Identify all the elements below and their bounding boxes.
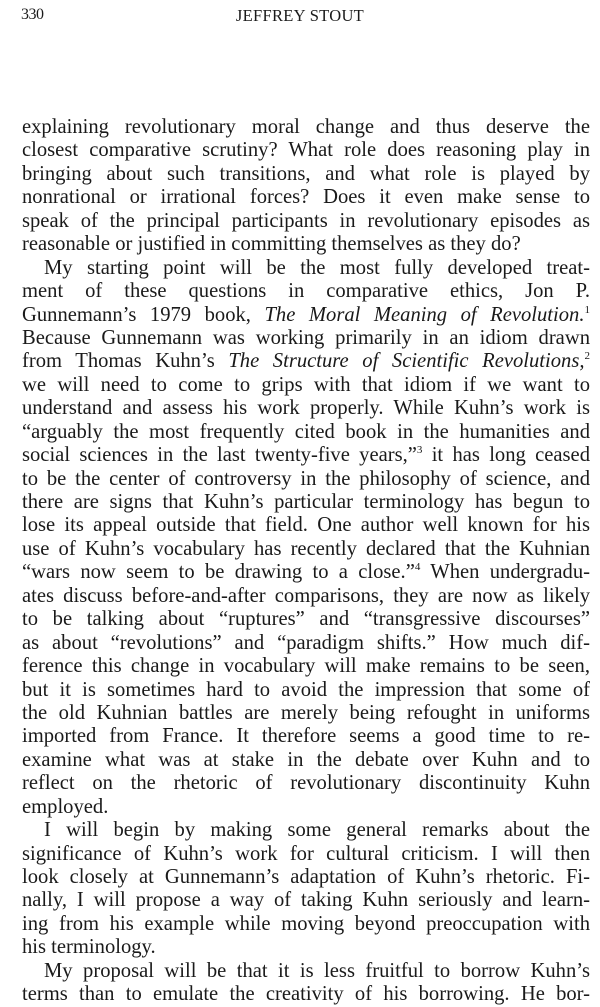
text-line <box>22 936 590 959</box>
text-line <box>22 491 590 514</box>
text-line <box>22 632 590 655</box>
text-line <box>22 561 590 584</box>
text-line <box>22 749 590 772</box>
text-span: employed. <box>22 795 109 818</box>
text-line <box>22 772 590 795</box>
text-span: to be the center of controversy in the philosophy of science, and <box>22 467 590 490</box>
text-span: his terminology. <box>22 936 156 959</box>
footnote-marker: 4 <box>414 561 421 574</box>
text-line <box>22 819 590 842</box>
text-line <box>22 889 590 912</box>
text-line <box>22 397 590 420</box>
running-head-author: JEFFREY STOUT <box>235 6 365 25</box>
footnote-marker: 3 <box>416 444 423 457</box>
text-span: My proposal will be that it is less fruitful to borrow Kuhn’s <box>44 959 590 982</box>
text-span: “arguably the most frequently cited book in the humanities and <box>22 420 590 443</box>
text-span: nonrational or irrational forces? Does it even make sense to <box>22 186 590 209</box>
text-line <box>22 725 590 748</box>
text-line <box>22 538 590 561</box>
text-line <box>22 655 590 678</box>
text-line <box>22 866 590 889</box>
text-span: My starting point will be the most fully developed treat- <box>44 256 590 279</box>
text-span: the old Kuhnian battles are merely being refought in uniforms <box>22 701 590 724</box>
text-span: “wars now seem to be drawing to a close.” <box>22 561 415 584</box>
page-number: 330 <box>21 6 44 23</box>
italic-title: The Moral Meaning of Revolution. <box>264 303 585 326</box>
footnote-marker: 2 <box>584 350 590 363</box>
text-span: ates discuss before-and-after comparisons, they are now as likely <box>22 584 590 607</box>
text-line <box>22 233 590 256</box>
text-span: as about “revolutions” and “paradigm shifts.” How much dif- <box>22 631 590 654</box>
text-span: imported from France. It therefore seems a good time to re- <box>22 725 590 748</box>
text-line <box>22 702 590 725</box>
text-line <box>22 913 590 936</box>
text-line <box>22 210 590 233</box>
text-line <box>22 163 590 186</box>
text-line <box>22 468 590 491</box>
text-span: significance of Kuhn’s work for cultural criticism. I will then <box>22 842 590 865</box>
text-span: reflect on the rhetoric of revolutionary discontinuity Kuhn <box>22 772 590 795</box>
text-span: nally, I will propose a way of taking Kuhn seriously and learn- <box>22 889 590 912</box>
text-line <box>22 257 590 280</box>
text-span: explaining revolutionary moral change and thus deserve the <box>22 116 590 138</box>
text-line <box>22 374 590 397</box>
text-span: we will need to come to grips with that idiom if we want to <box>22 373 590 396</box>
running-head <box>0 4 600 28</box>
footnote-marker: 1 <box>584 303 590 316</box>
text-span: use of Kuhn’s vocabulary has recently declared that the Kuhnian <box>22 537 590 560</box>
text-span: there are signs that Kuhn’s particular terminology has begun to <box>22 491 590 513</box>
text-span: examine what was at stake in the debate over Kuhn and to <box>22 748 590 771</box>
text-span: lose its appeal outside that field. One author well known for his <box>22 514 590 537</box>
body-text <box>22 116 590 1007</box>
text-line <box>22 983 590 1006</box>
text-span: understand and assess his work properly. While Kuhn’s work is <box>22 397 590 420</box>
text-span: ment of these questions in comparative ethics, Jon P. <box>22 280 590 303</box>
text-line <box>22 444 590 467</box>
text-span: closest comparative scrutiny? What role does reasoning play in <box>22 139 590 162</box>
text-span: terms than to emulate the creativity of his borrowing. He bor- <box>22 983 590 1006</box>
text-span: ing from his example while moving beyond preoccupation with <box>22 912 590 935</box>
text-span: look closely at Gunnemann’s adaptation of Kuhn’s rhetoric. Fi- <box>22 866 590 888</box>
text-line <box>22 139 590 162</box>
text-span: Because Gunnemann was working primarily in an idiom drawn <box>22 326 590 349</box>
text-line <box>22 116 590 139</box>
text-span: Gunnemann’s 1979 book, <box>22 303 265 326</box>
text-span: reasonable or justified in committing themselves as they do? <box>22 233 521 256</box>
text-line <box>22 514 590 537</box>
text-span: social sciences in the last twenty-five years,” <box>22 444 417 467</box>
text-line <box>22 679 590 702</box>
text-line <box>22 280 590 303</box>
text-span: I will begin by making some general remarks about the <box>44 819 590 842</box>
text-line <box>22 796 590 819</box>
text-line <box>22 843 590 866</box>
text-line <box>22 608 590 631</box>
text-line <box>22 585 590 608</box>
text-line <box>22 327 590 350</box>
text-line <box>22 421 590 444</box>
text-span: ference this change in vocabulary will make remains to be seen, <box>22 655 590 678</box>
text-line <box>22 304 590 327</box>
italic-title: The Structure of Scientific Revolutions, <box>228 350 585 373</box>
text-span: to be talking about “ruptures” and “transgressive discourses” <box>22 608 590 631</box>
text-line <box>22 186 590 209</box>
text-span: bringing about such transitions, and what role is played by <box>22 162 590 185</box>
text-line <box>22 960 590 983</box>
text-span: When undergradu- <box>420 561 590 584</box>
text-span: speak of the principal participants in revolutionary episodes as <box>22 209 590 232</box>
text-span: from Thomas Kuhn’s <box>22 350 229 373</box>
text-span: but it is sometimes hard to avoid the impression that some of <box>22 678 590 701</box>
text-span: it has long ceased <box>422 444 590 467</box>
text-line <box>22 350 590 373</box>
